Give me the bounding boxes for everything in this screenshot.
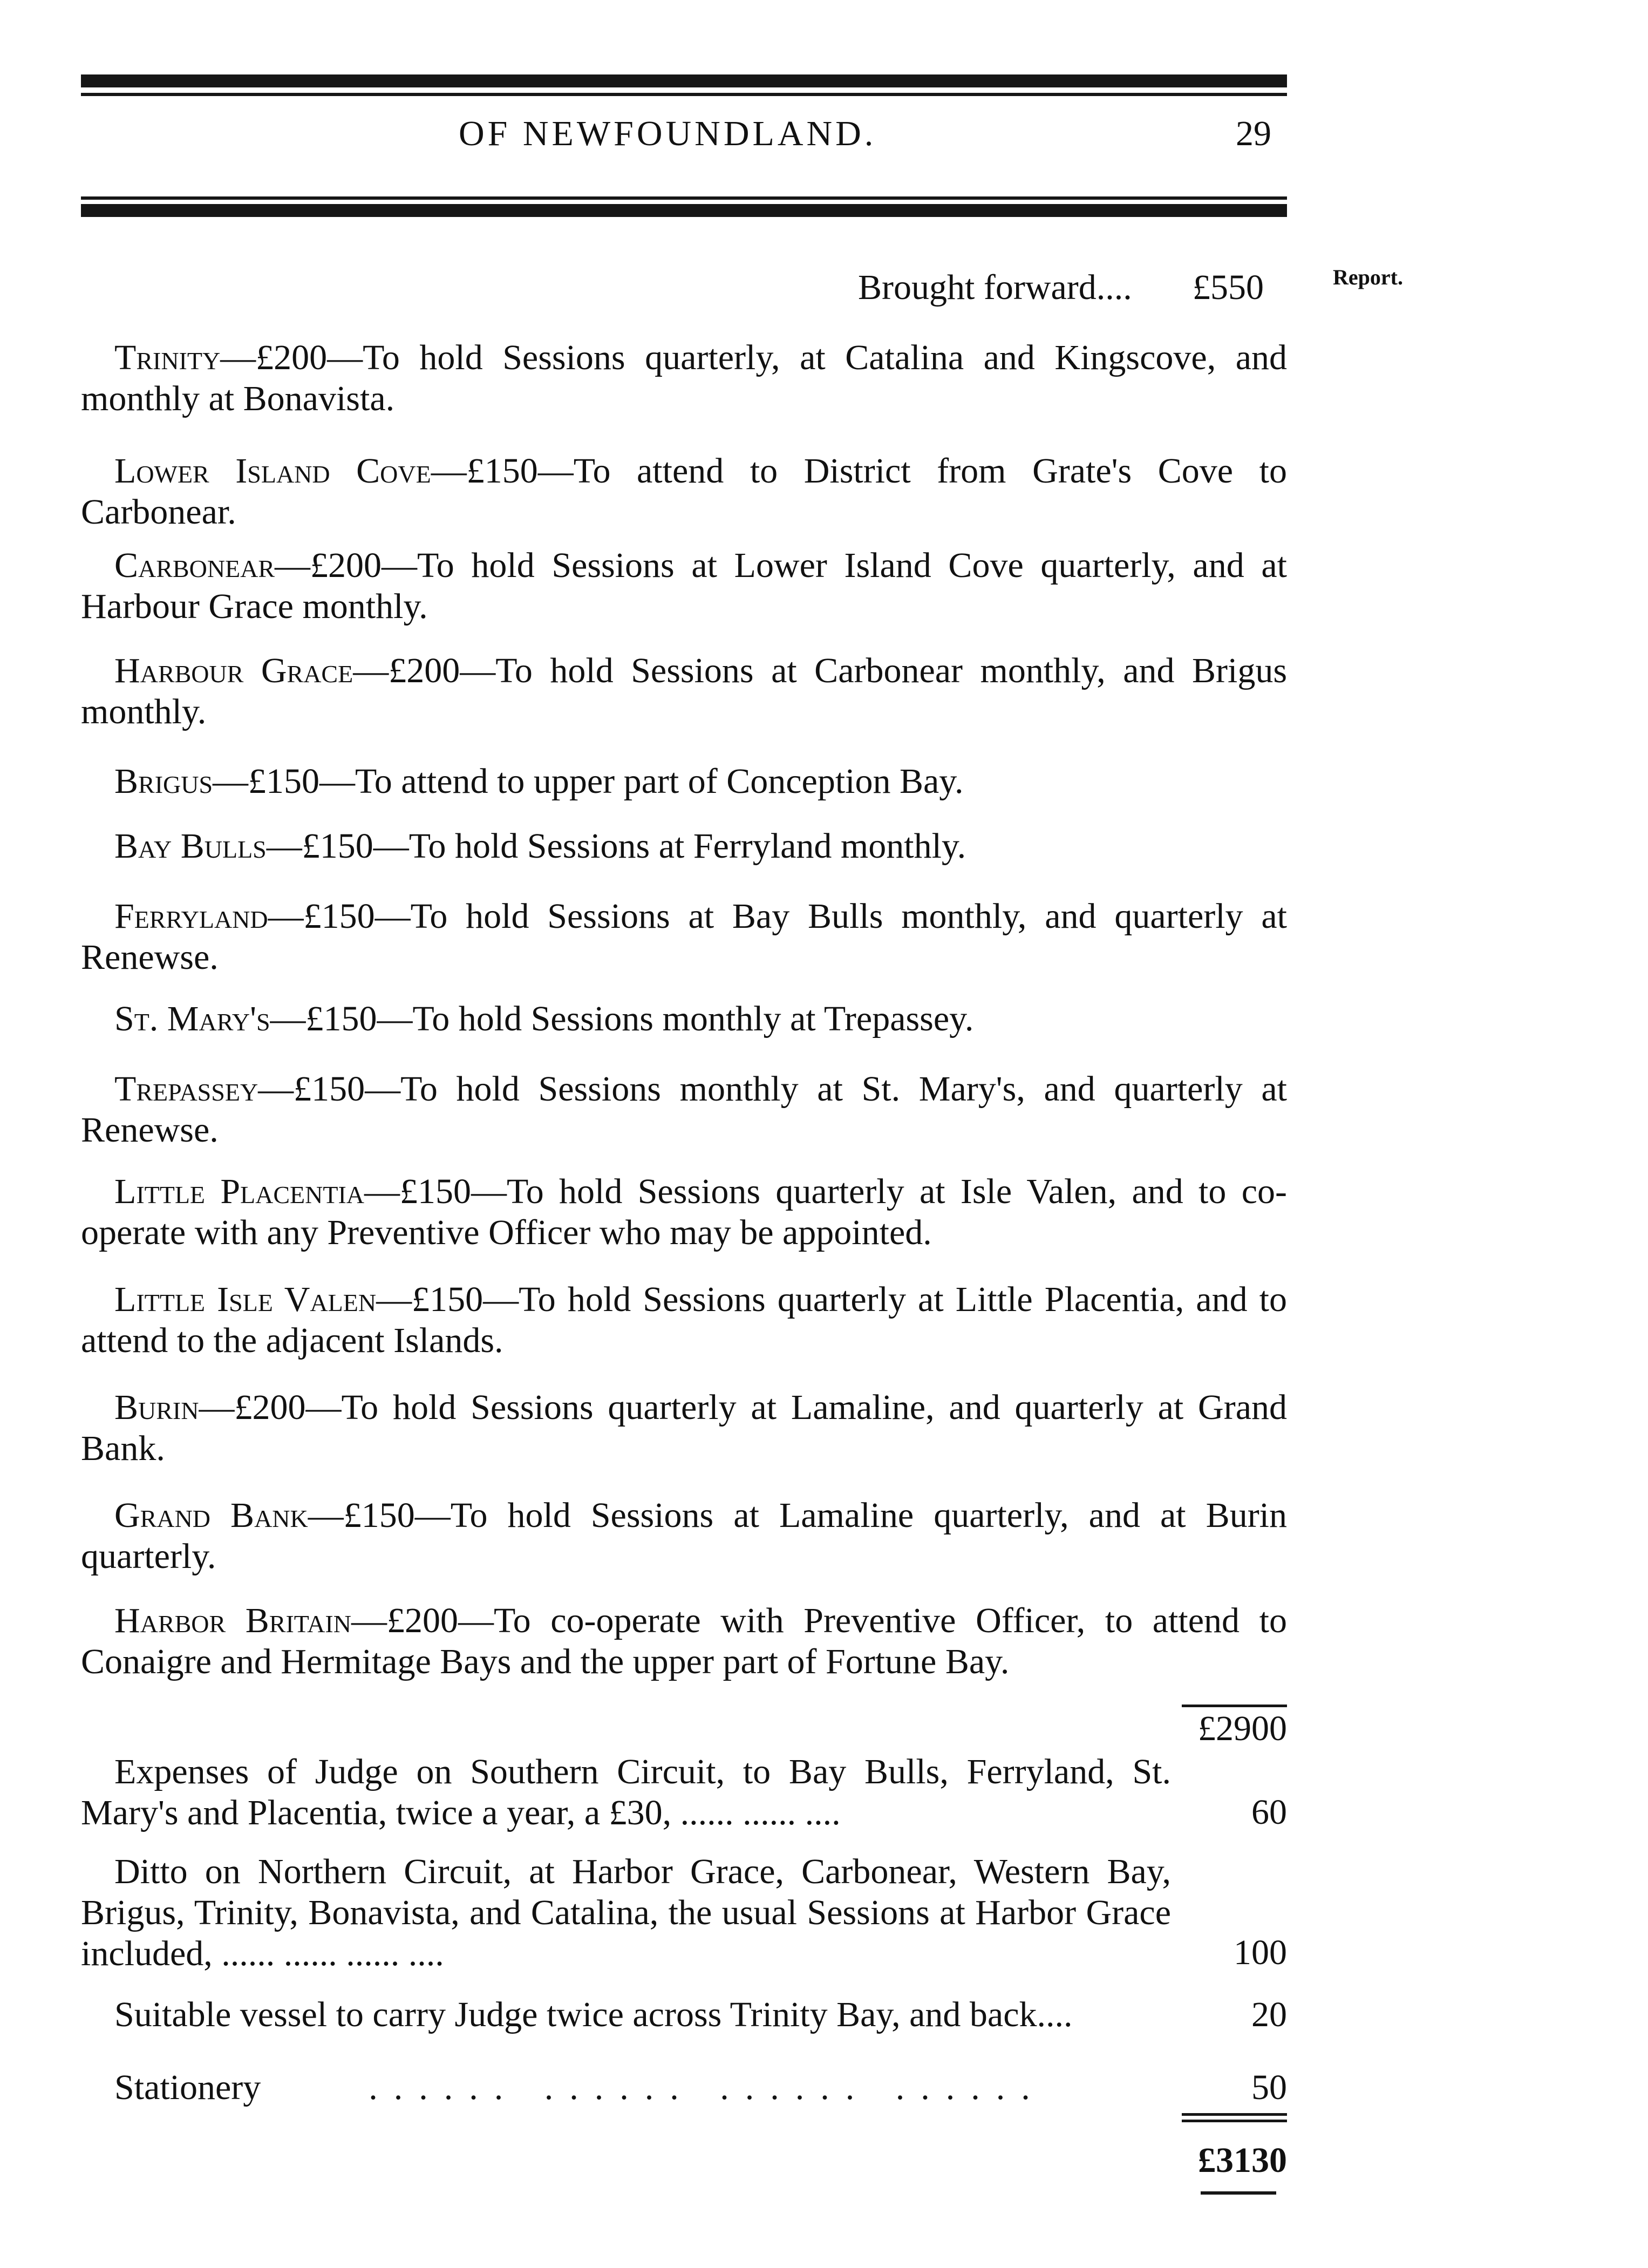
brought-forward-label: Brought forward.... bbox=[858, 268, 1132, 307]
subtotal-amount: £2900 bbox=[1198, 1709, 1287, 1748]
entry-st-marys bbox=[81, 999, 1287, 1040]
brought-forward-amount: £550 bbox=[1193, 268, 1264, 307]
total-underline bbox=[1201, 2191, 1276, 2195]
entry-harbor-britain bbox=[81, 1600, 1287, 1682]
entry-little-isle-valen bbox=[81, 1279, 1287, 1361]
entry-text: —£150—To hold Sessions monthly at Trepassey. bbox=[270, 999, 974, 1038]
expense-stationery bbox=[81, 2067, 1171, 2108]
entry-name: Ferryland bbox=[114, 897, 268, 936]
entry-text: —£150—To hold Sessions at Lamaline quarterly, and at Burin quarterly. bbox=[81, 1496, 1288, 1576]
entry-name: Bay Bulls bbox=[114, 826, 267, 866]
entry-trinity bbox=[81, 337, 1287, 419]
expense-southern-circuit bbox=[81, 1751, 1171, 1834]
header-rule-bottom-thin bbox=[81, 196, 1287, 200]
entry-text: —£150—To hold Sessions monthly at St. Mary's, and quarterly at Renewse. bbox=[81, 1069, 1287, 1150]
expense-amount-stationery: 50 bbox=[1251, 2068, 1287, 2107]
expense-leaders: ...... ...... ...... .... bbox=[221, 1934, 444, 1973]
total-rule-2 bbox=[1182, 2120, 1287, 2122]
entry-name: Lower Island Cove bbox=[114, 451, 431, 491]
total-rule-1 bbox=[1182, 2113, 1287, 2116]
entry-burin bbox=[81, 1387, 1287, 1469]
entry-name: Harbor Britain bbox=[114, 1601, 351, 1640]
expense-text: Suitable vessel to carry Judge twice across Trinity Bay, and back.... bbox=[114, 1995, 1073, 2034]
entry-ferryland bbox=[81, 896, 1287, 978]
entry-trepassey bbox=[81, 1069, 1287, 1151]
entry-name: St. Mary's bbox=[114, 999, 270, 1038]
entry-little-placentia bbox=[81, 1171, 1287, 1253]
entry-text: —£150—To hold Sessions at Bay Bulls monthly, and quarterly at Renewse. bbox=[81, 897, 1287, 977]
entry-carbonear bbox=[81, 545, 1287, 627]
entry-name: Carbonear bbox=[114, 546, 275, 585]
entry-name: Trepassey bbox=[114, 1069, 258, 1109]
expense-amount-southern: 60 bbox=[1251, 1792, 1287, 1832]
header-rule-top-thin bbox=[81, 93, 1287, 96]
entry-name: Brigus bbox=[114, 762, 213, 801]
entry-lower-island-cove bbox=[81, 451, 1287, 533]
entry-text: —£150—To hold Sessions quarterly at Isle Valen, and to co-operate with any Preventive Officer who may be appointed. bbox=[81, 1172, 1287, 1252]
header-rule-bottom bbox=[81, 204, 1287, 217]
entry-text: —£150—To attend to upper part of Conception Bay. bbox=[213, 762, 964, 801]
expense-text: Expenses of Judge on Southern Circuit, to Bay Bulls, Ferryland, St. Mary's and Placentia, twice a year, a £30, bbox=[81, 1752, 1171, 1832]
entry-name: Little Isle Valen bbox=[114, 1280, 377, 1319]
page-title: OF NEWFOUNDLAND. bbox=[459, 114, 877, 153]
entry-name: Little Placentia bbox=[114, 1172, 365, 1211]
expense-leaders: ...... ...... ...... ...... bbox=[369, 2068, 1046, 2107]
margin-note: Report. bbox=[1333, 265, 1403, 289]
entry-text: —£200—To hold Sessions quarterly, at Catalina and Kingscove, and monthly at Bonavista. bbox=[81, 338, 1287, 418]
expense-text: Stationery bbox=[114, 2068, 261, 2107]
entry-bay-bulls bbox=[81, 826, 1287, 867]
expense-amount-northern: 100 bbox=[1234, 1933, 1287, 1972]
header-rule-top bbox=[81, 74, 1287, 87]
expense-vessel bbox=[81, 1994, 1171, 2035]
expense-text: Ditto on Northern Circuit, at Harbor Grace, Carbonear, Western Bay, Brigus, Trinity, Bonavista, and Catalina, the usual Sessions at Harbor Grace included, bbox=[81, 1852, 1171, 1973]
entry-text: —£200—To co-operate with Preventive Officer, to attend to Conaigre and Hermitage Bays and the upper part of Fortune Bay. bbox=[81, 1601, 1287, 1681]
entry-text: —£200—To hold Sessions at Carbonear monthly, and Brigus monthly. bbox=[81, 651, 1288, 731]
total-amount: £3130 bbox=[1198, 2141, 1287, 2180]
entry-harbour-grace bbox=[81, 650, 1287, 732]
subtotal-rule bbox=[1182, 1705, 1287, 1707]
entry-grand-bank bbox=[81, 1495, 1287, 1577]
page-number: 29 bbox=[1236, 114, 1271, 153]
entry-name: Trinity bbox=[114, 338, 221, 377]
entry-name: Harbour Grace bbox=[114, 651, 353, 690]
expense-leaders: ...... ...... .... bbox=[680, 1793, 841, 1832]
entry-text: —£200—To hold Sessions quarterly at Lamaline, and quarterly at Grand Bank. bbox=[81, 1388, 1287, 1468]
entry-text: —£200—To hold Sessions at Lower Island Cove quarterly, and at Harbour Grace monthly. bbox=[81, 546, 1287, 626]
expense-amount-vessel: 20 bbox=[1251, 1995, 1287, 2034]
entry-text: —£150—To attend to District from Grate's Cove to Carbonear. bbox=[81, 451, 1287, 532]
entry-text: —£150—To hold Sessions at Ferryland monthly. bbox=[266, 826, 966, 866]
entry-text: —£150—To hold Sessions quarterly at Little Placentia, and to attend to the adjacent Islands. bbox=[81, 1280, 1287, 1360]
expense-northern-circuit bbox=[81, 1851, 1171, 1974]
entry-name: Grand Bank bbox=[114, 1496, 308, 1535]
entry-name: Burin bbox=[114, 1388, 199, 1427]
entry-brigus bbox=[81, 761, 1287, 802]
